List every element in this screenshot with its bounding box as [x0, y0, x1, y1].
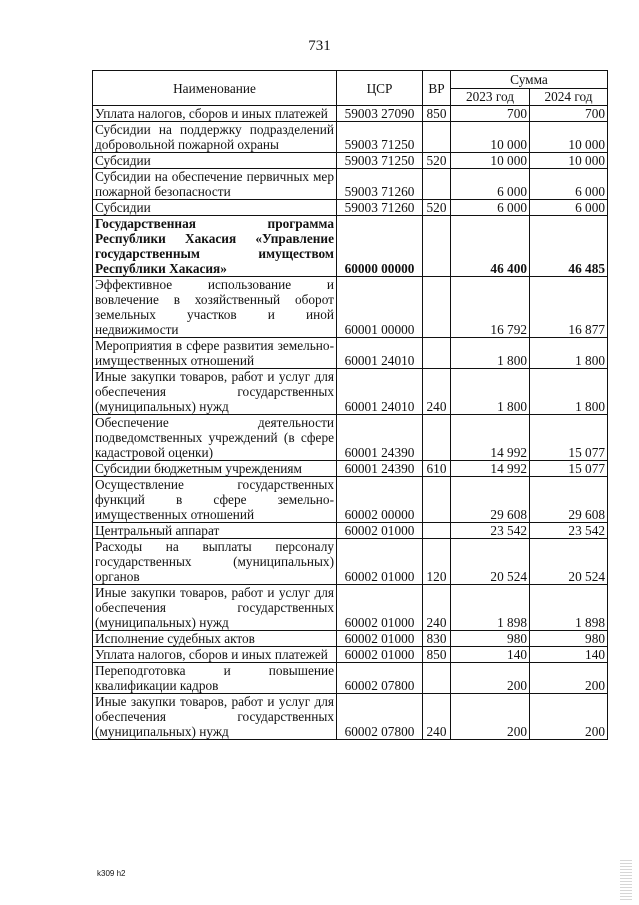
table-row: [93, 461, 608, 477]
row-name: Мероприятия в сфере развития земельно-имущественных отношений: [93, 338, 337, 369]
row-csr: 59003 27090: [337, 106, 423, 122]
row-csr: 60001 24010: [337, 369, 423, 415]
row-amount-2024: 23 542: [530, 523, 608, 539]
row-vr: 850: [423, 647, 451, 663]
row-name: Исполнение судебных актов: [93, 631, 337, 647]
table-row: [93, 477, 608, 523]
row-vr: [423, 122, 451, 153]
row-csr: 59003 71260: [337, 169, 423, 200]
table-row: [93, 338, 608, 369]
row-name: Субсидии на обеспечение первичных мер пожарной безопасности: [93, 169, 337, 200]
table-row: [93, 663, 608, 694]
row-name: Субсидии бюджетным учреждениям: [93, 461, 337, 477]
table-row: [93, 153, 608, 169]
table-row: [93, 585, 608, 631]
row-name: Государственная программа Республики Хакасия «Управление государственным имуществом Республики Хакасия»: [93, 216, 337, 277]
row-vr: [423, 277, 451, 338]
row-csr: 59003 71250: [337, 122, 423, 153]
row-amount-2023: 10 000: [451, 122, 530, 153]
row-amount-2023: 20 524: [451, 539, 530, 585]
row-name: Иные закупки товаров, работ и услуг для обеспечения государственных (муниципальных) нужд: [93, 369, 337, 415]
row-csr: 59003 71260: [337, 200, 423, 216]
row-name: Эффективное использование и вовлечение в хозяйственный оборот земельных участков и иной недвижимости: [93, 277, 337, 338]
table-row: [93, 216, 608, 277]
row-vr: [423, 415, 451, 461]
table-row: [93, 169, 608, 200]
table-row: [93, 200, 608, 216]
row-amount-2024: 6 000: [530, 200, 608, 216]
row-amount-2023: 23 542: [451, 523, 530, 539]
table-row: [93, 539, 608, 585]
header-name: Наименование: [93, 71, 337, 106]
row-amount-2023: 1 800: [451, 369, 530, 415]
budget-table: [92, 70, 608, 740]
row-amount-2024: 6 000: [530, 169, 608, 200]
table-row: [93, 369, 608, 415]
row-vr: [423, 663, 451, 694]
row-amount-2024: 46 485: [530, 216, 608, 277]
row-amount-2023: 10 000: [451, 153, 530, 169]
row-amount-2024: 10 000: [530, 122, 608, 153]
row-name: Субсидии: [93, 200, 337, 216]
row-amount-2024: 140: [530, 647, 608, 663]
row-amount-2023: 1 898: [451, 585, 530, 631]
scan-artifact: [620, 860, 632, 900]
row-vr: [423, 523, 451, 539]
row-name: Субсидии: [93, 153, 337, 169]
table-row: [93, 523, 608, 539]
row-vr: 850: [423, 106, 451, 122]
row-vr: 520: [423, 200, 451, 216]
row-amount-2023: 46 400: [451, 216, 530, 277]
row-vr: [423, 216, 451, 277]
row-amount-2024: 700: [530, 106, 608, 122]
row-name: Осуществление государственных функций в сфере земельно-имущественных отношений: [93, 477, 337, 523]
table-row: [93, 122, 608, 153]
header-vr: ВР: [423, 71, 451, 106]
table-row: [93, 277, 608, 338]
row-vr: [423, 169, 451, 200]
table-body: [93, 106, 608, 740]
row-vr: 520: [423, 153, 451, 169]
row-vr: 240: [423, 694, 451, 740]
table-row: [93, 694, 608, 740]
row-amount-2023: 980: [451, 631, 530, 647]
header-sum: Сумма: [451, 71, 608, 89]
row-vr: [423, 477, 451, 523]
row-name: Переподготовка и повышение квалификации кадров: [93, 663, 337, 694]
row-amount-2023: 14 992: [451, 461, 530, 477]
row-amount-2024: 10 000: [530, 153, 608, 169]
row-name: Расходы на выплаты персоналу государственных (муниципальных) органов: [93, 539, 337, 585]
row-csr: 60001 24390: [337, 461, 423, 477]
row-vr: 610: [423, 461, 451, 477]
row-amount-2023: 1 800: [451, 338, 530, 369]
row-csr: 60002 07800: [337, 694, 423, 740]
row-vr: [423, 338, 451, 369]
row-csr: 60002 00000: [337, 477, 423, 523]
header-year-2023: 2023 год: [451, 88, 530, 106]
row-name: Субсидии на поддержку подразделений добровольной пожарной охраны: [93, 122, 337, 153]
table-header: [93, 71, 608, 106]
row-vr: 120: [423, 539, 451, 585]
header-year-2024: 2024 год: [530, 88, 608, 106]
row-name: Иные закупки товаров, работ и услуг для обеспечения государственных (муниципальных) нужд: [93, 694, 337, 740]
row-csr: 60002 01000: [337, 539, 423, 585]
footer-code: k309 h2: [97, 869, 126, 878]
row-amount-2024: 15 077: [530, 461, 608, 477]
row-amount-2024: 1 800: [530, 338, 608, 369]
row-amount-2023: 14 992: [451, 415, 530, 461]
row-amount-2024: 980: [530, 631, 608, 647]
row-name: Уплата налогов, сборов и иных платежей: [93, 647, 337, 663]
row-amount-2023: 700: [451, 106, 530, 122]
row-csr: 60002 07800: [337, 663, 423, 694]
row-csr: 59003 71250: [337, 153, 423, 169]
table-row: [93, 647, 608, 663]
row-amount-2024: 200: [530, 663, 608, 694]
row-amount-2023: 6 000: [451, 169, 530, 200]
row-csr: 60000 00000: [337, 216, 423, 277]
row-vr: 240: [423, 369, 451, 415]
row-csr: 60001 00000: [337, 277, 423, 338]
row-amount-2024: 1 800: [530, 369, 608, 415]
row-amount-2024: 20 524: [530, 539, 608, 585]
page-number: 731: [308, 38, 331, 54]
row-amount-2023: 16 792: [451, 277, 530, 338]
row-csr: 60002 01000: [337, 523, 423, 539]
row-amount-2024: 16 877: [530, 277, 608, 338]
row-name: Уплата налогов, сборов и иных платежей: [93, 106, 337, 122]
row-csr: 60002 01000: [337, 631, 423, 647]
row-amount-2023: 29 608: [451, 477, 530, 523]
header-csr: ЦСР: [337, 71, 423, 106]
row-name: Иные закупки товаров, работ и услуг для обеспечения государственных (муниципальных) нужд: [93, 585, 337, 631]
row-amount-2023: 200: [451, 694, 530, 740]
row-name: Обеспечение деятельности подведомственных учреждений (в сфере кадастровой оценки): [93, 415, 337, 461]
row-amount-2023: 200: [451, 663, 530, 694]
row-amount-2024: 29 608: [530, 477, 608, 523]
row-csr: 60002 01000: [337, 647, 423, 663]
row-amount-2023: 140: [451, 647, 530, 663]
row-vr: 240: [423, 585, 451, 631]
row-amount-2024: 200: [530, 694, 608, 740]
table-row: [93, 106, 608, 122]
row-csr: 60002 01000: [337, 585, 423, 631]
row-amount-2024: 1 898: [530, 585, 608, 631]
row-csr: 60001 24010: [337, 338, 423, 369]
row-amount-2024: 15 077: [530, 415, 608, 461]
row-csr: 60001 24390: [337, 415, 423, 461]
table-row: [93, 631, 608, 647]
table-row: [93, 415, 608, 461]
row-name: Центральный аппарат: [93, 523, 337, 539]
row-vr: 830: [423, 631, 451, 647]
row-amount-2023: 6 000: [451, 200, 530, 216]
